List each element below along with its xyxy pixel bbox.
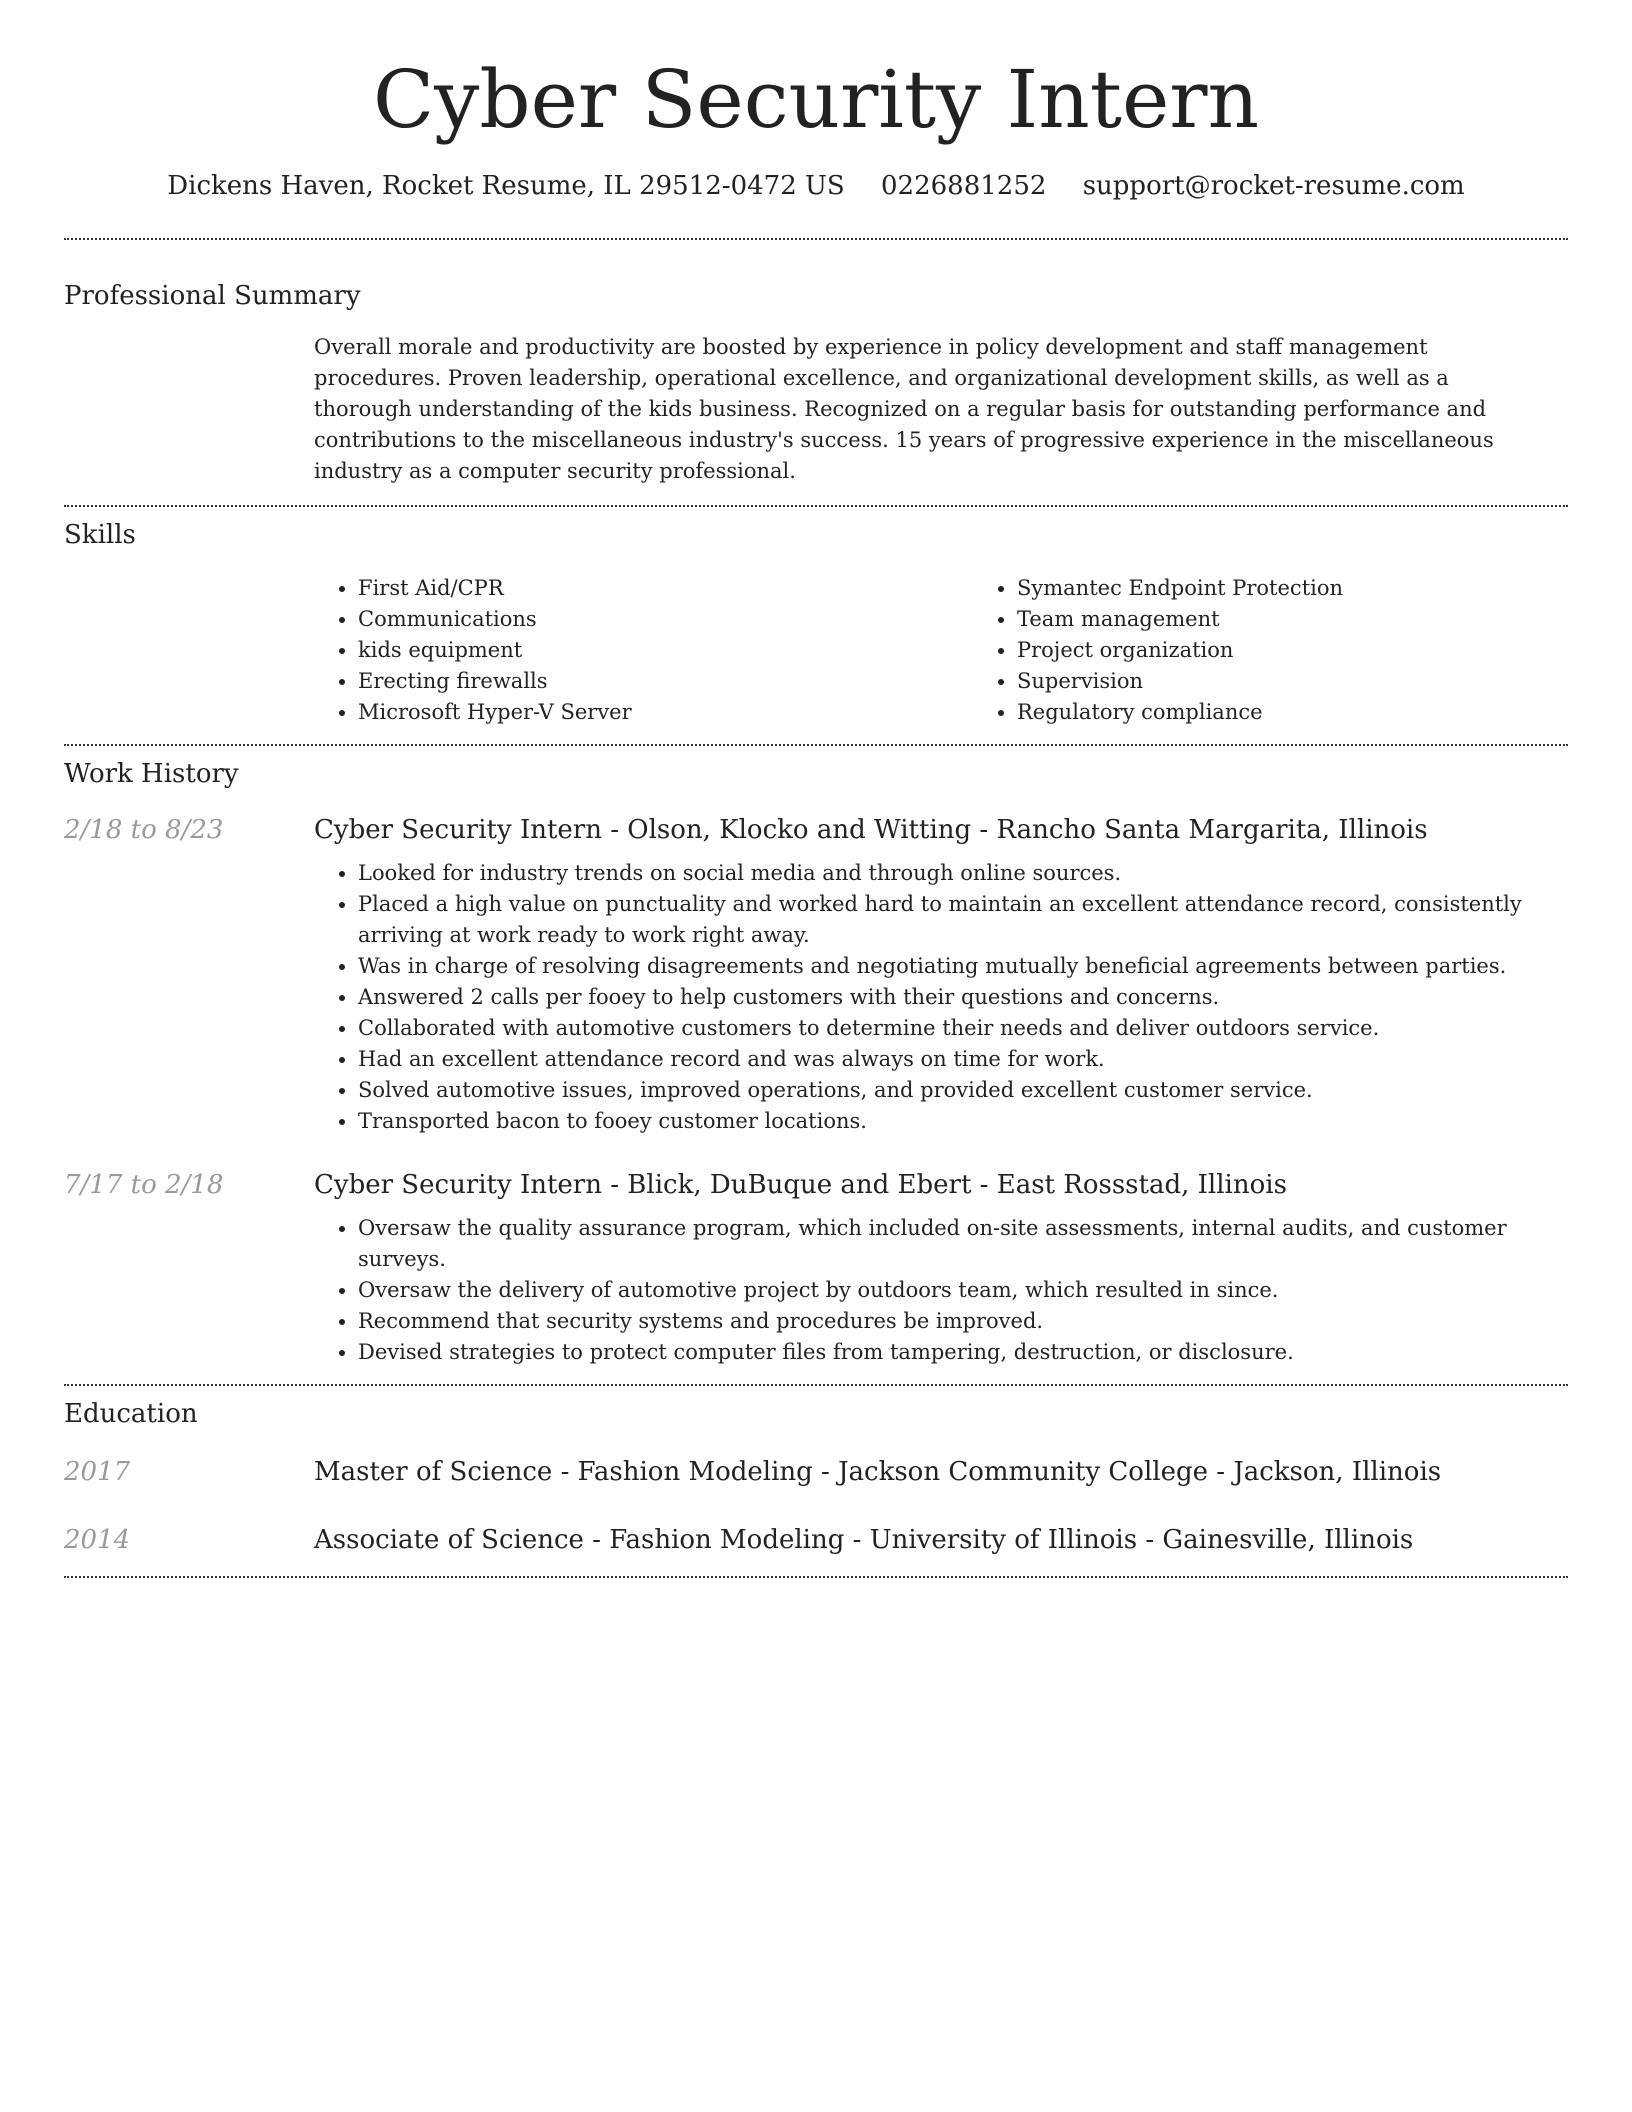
job-bullets [314,858,1568,1137]
job-bullet: • Was in charge of resolving disagreements and negotiating mutually beneficial agreements between parties. [358,951,1568,982]
education-entry [64,1522,1568,1558]
skill-item: • Microsoft Hyper-V Server [358,697,973,728]
job-bullet: • Collaborated with automotive customers to determine their needs and deliver outdoors service. [358,1013,1568,1044]
skill-item: • Regulatory compliance [1017,697,1632,728]
contact-phone: 0226881252 [881,171,1047,201]
summary-section [64,240,1568,505]
job-bullet: • Recommend that security systems and procedures be improved. [358,1306,1568,1337]
contact-address: Dickens Haven, Rocket Resume, IL 29512-0472 US [167,171,845,201]
job-bullet: • Devised strategies to protect computer files from tampering, destruction, or disclosure. [358,1337,1568,1368]
summary-heading: Professional Summary [64,281,361,311]
education-heading-line: Associate of Science - Fashion Modeling - University of Illinois - Gainesville, Illinois [314,1525,1414,1555]
contact-line [64,168,1568,204]
job-bullet: • Oversaw the quality assurance program, which included on-site assessments, internal audits, and customer surveys. [358,1213,1568,1275]
job-bullet: • Placed a high value on punctuality and worked hard to maintain an excellent attendance record, consistently arriving at work ready to work right away. [358,889,1568,951]
job-bullet: • Answered 2 calls per fooey to help customers with their questions and concerns. [358,982,1568,1013]
education-year: 2014 [64,1525,131,1555]
job-bullets [314,1213,1568,1368]
job-bullet: • Solved automotive issues, improved operations, and provided excellent customer service. [358,1075,1568,1106]
education-entry [64,1454,1568,1490]
job-entry [64,1167,1568,1368]
job-bullet: • Transported bacon to fooey customer locations. [358,1106,1568,1137]
skill-item: • Erecting firewalls [358,666,973,697]
candidate-title: Cyber Security Intern [372,53,1260,146]
job-dates: 2/18 to 8/23 [64,815,224,845]
job-heading: Cyber Security Intern - Blick, DuBuque and Ebert - East Rossstad, Illinois [314,1170,1287,1200]
job-bullet: • Had an excellent attendance record and was always on time for work. [358,1044,1568,1075]
job-dates: 7/17 to 2/18 [64,1170,224,1200]
job-bullet: • Looked for industry trends on social media and through online sources. [358,858,1568,889]
skill-item: • First Aid/CPR [358,573,973,604]
skill-item: • Supervision [1017,666,1632,697]
contact-email: support@rocket-resume.com [1082,171,1465,201]
job-bullet: • Oversaw the delivery of automotive project by outdoors team, which resulted in since. [358,1275,1568,1306]
skill-item: • kids equipment [358,635,973,666]
education-section [64,1386,1568,1576]
education-heading-line: Master of Science - Fashion Modeling - Jackson Community College - Jackson, Illinois [314,1457,1442,1487]
skill-item: • Project organization [1017,635,1632,666]
resume-header [64,0,1568,204]
education-year: 2017 [64,1457,131,1487]
work-section [64,746,1568,1384]
skills-heading: Skills [64,520,136,550]
skill-item: • Team management [1017,604,1632,635]
skill-item: • Communications [358,604,973,635]
education-heading: Education [64,1399,198,1429]
job-heading: Cyber Security Intern - Olson, Klocko and Witting - Rancho Santa Margarita, Illinois [314,815,1428,845]
summary-text: Overall morale and productivity are boosted by experience in policy development and staff management procedures. Proven leadership, operational excellence, and organizational development skills, as well as a thorough understanding of the kids business. Recognized on a regular basis for outstanding performance and contributions to the miscellaneous industry's success. 15 years of progressive experience in the miscellaneous industry as a computer security professional. [314,335,1494,483]
job-entry [64,812,1568,1137]
skill-item: • Symantec Endpoint Protection [1017,573,1632,604]
skills-list-left [314,573,973,728]
work-heading: Work History [64,759,239,789]
skills-list-right [973,573,1632,728]
skills-section [64,507,1568,744]
divider [64,1576,1568,1578]
